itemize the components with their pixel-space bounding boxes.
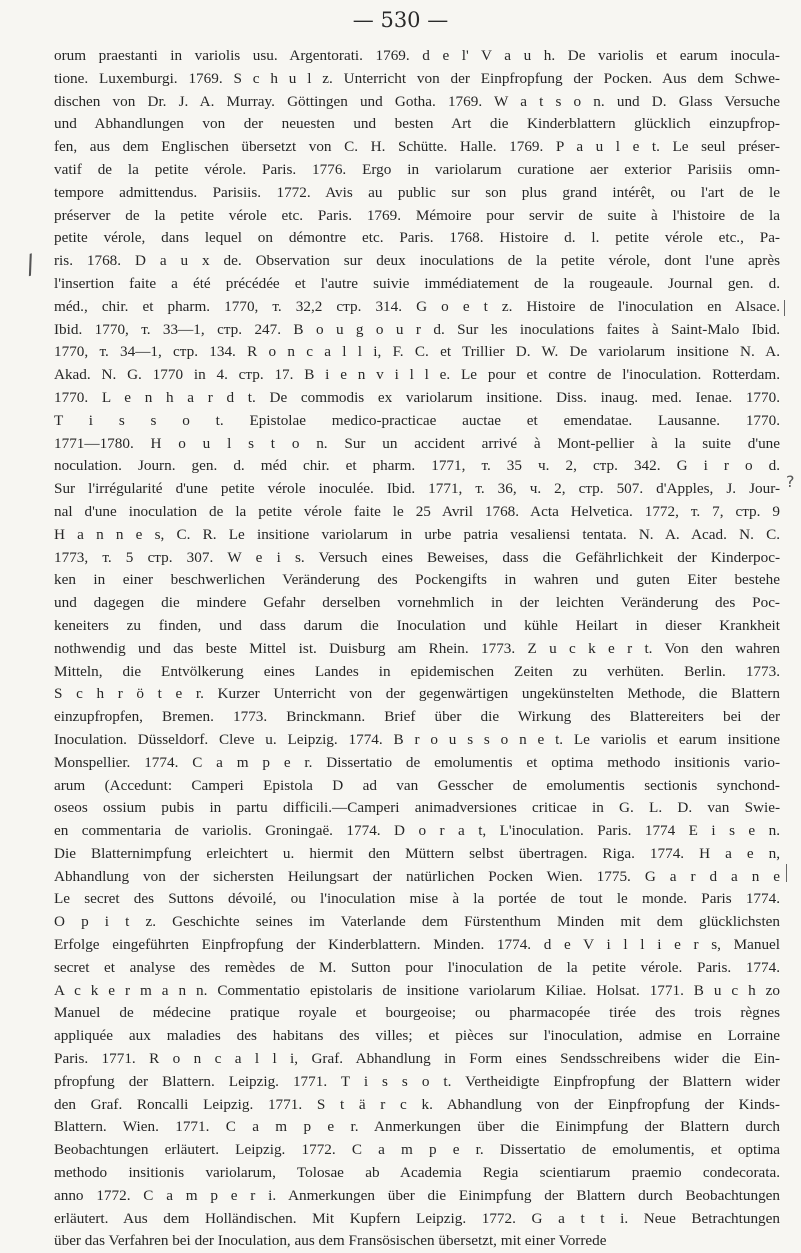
text-line: ken in einer beschwerlichen Veränderung des Pockengifts in wahren und guten Eiter bestehe <box>54 571 780 589</box>
text-line: einzupfropfen, Bremen. 1773. Brinckmann. Brief über die Wirkung des Blattereiters bei der <box>54 708 780 726</box>
text-line: méd., chir. et pharm. 1770, т. 32,2 стр. 314. G o e t z. Histoire de l'inoculation en Alsace. <box>54 297 780 315</box>
text-line: Beobachtungen erläutert. Leipzig. 1772. C a m p e r. Dissertatio de emolumentis, et optima <box>54 1141 780 1159</box>
text-line: l'insertion faite a été précédée et l'autre suivie immédiatement de la rougeaule. Journal gen. d. <box>54 274 780 292</box>
text-line: nal d'une inoculation de la petite vérole faite le 25 Avril 1768. Acta Helvetica. 1772, т. 7, стр. 9 <box>54 502 780 520</box>
text-line: keneiters zu finden, und dass darum die Inoculation und kühle Heilart in dieser Krankheit <box>54 616 780 634</box>
pencil-mark <box>786 864 787 882</box>
margin-mark-right: ? <box>786 472 795 491</box>
text-line: und Abhandlungen von der neuesten und besten Art die Kinderblattern glücklich einzupfrop- <box>54 115 780 133</box>
text-line: den Graf. Roncalli Leipzig. 1771. S t ä r c k. Abhandlung von der Einpfropfung der Kinds- <box>54 1095 780 1113</box>
text-line: H a n n e s, C. R. Le insitione variolarum in urbe patria vesaliensi tentata. N. A. Acad. N. C. <box>54 525 780 543</box>
text-line: 1770, т. 34—1, стр. 134. R o n c a l l i, F. C. et Trillier D. W. De variolarum insitione N. A. <box>54 343 780 361</box>
text-line: Erfolge eingeführten Einpfropfung der Kinderblattern. Minden. 1774. d e V i l l i e r s, Manuel <box>54 936 780 954</box>
text-line: pfropfung der Blattern. Leipzig. 1771. T i s s o t. Vertheidigte Einpfropfung der Blattern wider <box>54 1072 780 1090</box>
text-line: secret et analyse des remèdes de M. Sutton pour l'inoculation de la petite vérole. Paris. 1774. <box>54 958 780 976</box>
text-line: Mitteln, die Entvölkerung eines Landes in epidemischen Zeiten zu verhüten. Berlin. 1773. <box>54 662 780 680</box>
text-line: über das Verfahren bei der Inoculation, aus dem Fransösischen übersetzt, mit einer Vorrede <box>54 1232 607 1250</box>
text-line: tione. Luxemburgi. 1769. S c h u l z. Unterricht von der Einpfropfung der Pocken. Aus dem Schwe- <box>54 69 780 87</box>
text-line: Sur l'irrégularité d'une petite vérole inoculée. Ibid. 1771, т. 36, ч. 2, стр. 507. d'Apples, J. Jour- <box>54 480 780 498</box>
text-line: Monspellier. 1774. C a m p e r. Dissertatio de emolumentis et optima methodo insitionis vario- <box>54 753 780 771</box>
page-number: — 530 — <box>352 8 449 32</box>
text-line: vatif de la petite vérole. Paris. 1776. Ergo in variolarum curatione aer exterior Parisiis omn- <box>54 160 780 178</box>
margin-mark-left: / <box>22 249 39 281</box>
text-line: Ibid. 1770, т. 33—1, стр. 247. B o u g o u r d. Sur les inoculations faites à Saint-Malo Ibid. <box>54 320 780 338</box>
text-line: orum praestanti in variolis usu. Argentorati. 1769. d e l' V a u h. De variolis et earum inocula- <box>54 47 780 64</box>
text-line: préserver de la petite vérole etc. Paris. 1769. Mémoire pour servir de suite à l'histoire de la <box>54 206 780 224</box>
text-line: Inoculation. Düsseldorf. Cleve u. Leipzig. 1774. B r o u s s o n e t. Le variolis et earum insitione <box>54 730 780 748</box>
text-line: Abhandlung von der sichersten Heilungsart der natürlichen Pocken Wien. 1775. G a r d a n e <box>54 867 780 885</box>
text-line: noculation. Journ. gen. d. méd chir. et pharm. 1771, т. 35 ч. 2, стр. 342. G i r o d. <box>54 457 780 475</box>
text-line: Manuel de médecine pratique royale et bourgeoise; ou pharmacopée tirée des trois règnes <box>54 1004 780 1022</box>
text-line: Die Blatternimpfung erleichtert u. hiermit den Müttern selbst übertragen. Riga. 1774. H a e n, <box>54 844 780 862</box>
pencil-mark <box>784 300 785 316</box>
text-line: anno 1772. C a m p e r i. Anmerkungen über die Einimpfung der Blattern durch Beobachtungen <box>54 1186 780 1204</box>
text-line: ris. 1768. D a u x de. Observation sur deux inoculations de la petite vérole, dont l'une après <box>54 252 780 270</box>
text-line: 1770. L e n h a r d t. De commodis ex variolarum insitione. Diss. inaug. med. Ienae. 1770. <box>54 388 780 406</box>
text-line: und dagegen die mindere Gefahr derselben vornehmlich in der leichten Veränderung des Poc- <box>54 594 780 612</box>
text-line: tempore admittendus. Parisiis. 1772. Avis au public sur son plus grand intérêt, ou l'art de le <box>54 183 780 201</box>
text-line: Blattern. Wien. 1771. C a m p e r. Anmerkungen über die Einimpfung der Blattern durch <box>54 1118 780 1136</box>
text-line: petite vérole, dans lequel on démontre etc. Paris. 1768. Histoire d. l. petite vérole etc., Pa- <box>54 229 780 247</box>
text-line: Akad. N. G. 1770 in 4. стр. 17. B i e n v i l l e. Le pour et contre de l'inoculation. Rotterdam. <box>54 366 780 384</box>
text-line: appliquée aux maladies des habitans des villes; et pièces sur l'inoculation, admise en Lorraine <box>54 1027 780 1045</box>
text-line: nothwendig und das beste Mittel ist. Duisburg am Rhein. 1773. Z u c k e r t. Von den wahren <box>54 639 780 657</box>
text-line: Paris. 1771. R o n c a l l i, Graf. Abhandlung in Form eines Sendsschreibens wider die Ein- <box>54 1050 780 1068</box>
text-line: fen, aus dem Englischen übersetzt von C. H. Schütte. Halle. 1769. P a u l e t. Le seul préser- <box>54 138 780 156</box>
text-line: arum (Accedunt: Camperi Epistola D ad van Gesscher de emolumentis sectionis synchond- <box>54 776 780 794</box>
text-line: S c h r ö t e r. Kurzer Unterricht von der gegenwärtigen ungekünstelten Methode, die Blattern <box>54 685 780 703</box>
text-line: methodo insitionis variolarum, Tolosae ab Academia Regia scientiarum praemio condecorata. <box>54 1164 780 1182</box>
text-line: 1773, т. 5 стр. 307. W e i s. Versuch eines Beweises, dass die Gefährlichkeit der Kinderpoc- <box>54 548 780 566</box>
text-line: dischen von Dr. J. A. Murray. Göttingen und Gotha. 1769. W a t s o n. und D. Glass Versuche <box>54 92 780 110</box>
text-line: 1771—1780. H o u l s t o n. Sur un accident arrivé à Mont-pellier à la suite d'une <box>54 434 780 452</box>
text-line: erläutert. Aus dem Holländischen. Mit Kupfern Leipzig. 1772. G a t t i. Neue Betrachtungen <box>54 1209 780 1227</box>
text-line: Le secret des Suttons dévoilé, ou l'inoculation mise à la portée de tout le monde. Paris 1774. <box>54 890 780 908</box>
text-line: en commentaria de variolis. Groningaë. 1774. D o r a t, L'inoculation. Paris. 1774 E i s e n. <box>54 822 780 840</box>
text-line: O p i t z. Geschichte seines im Vaterlande dem Fürstenthum Minden mit dem glücklichsten <box>54 913 780 931</box>
text-line: A c k e r m a n n. Commentatio epistolaris de insitione variolarum Kiliae. Holsat. 1771. B u c h zo <box>54 981 780 999</box>
text-line: T i s s o t. Epistolae medico-practicae auctae et emendatae. Lausanne. 1770. <box>54 411 780 429</box>
bibliography-text <box>54 45 780 1253</box>
text-line: oseos ossium pubis in partu difficili.—Camperi animadversiones criticae in G. L. D. van Swie- <box>54 799 780 817</box>
